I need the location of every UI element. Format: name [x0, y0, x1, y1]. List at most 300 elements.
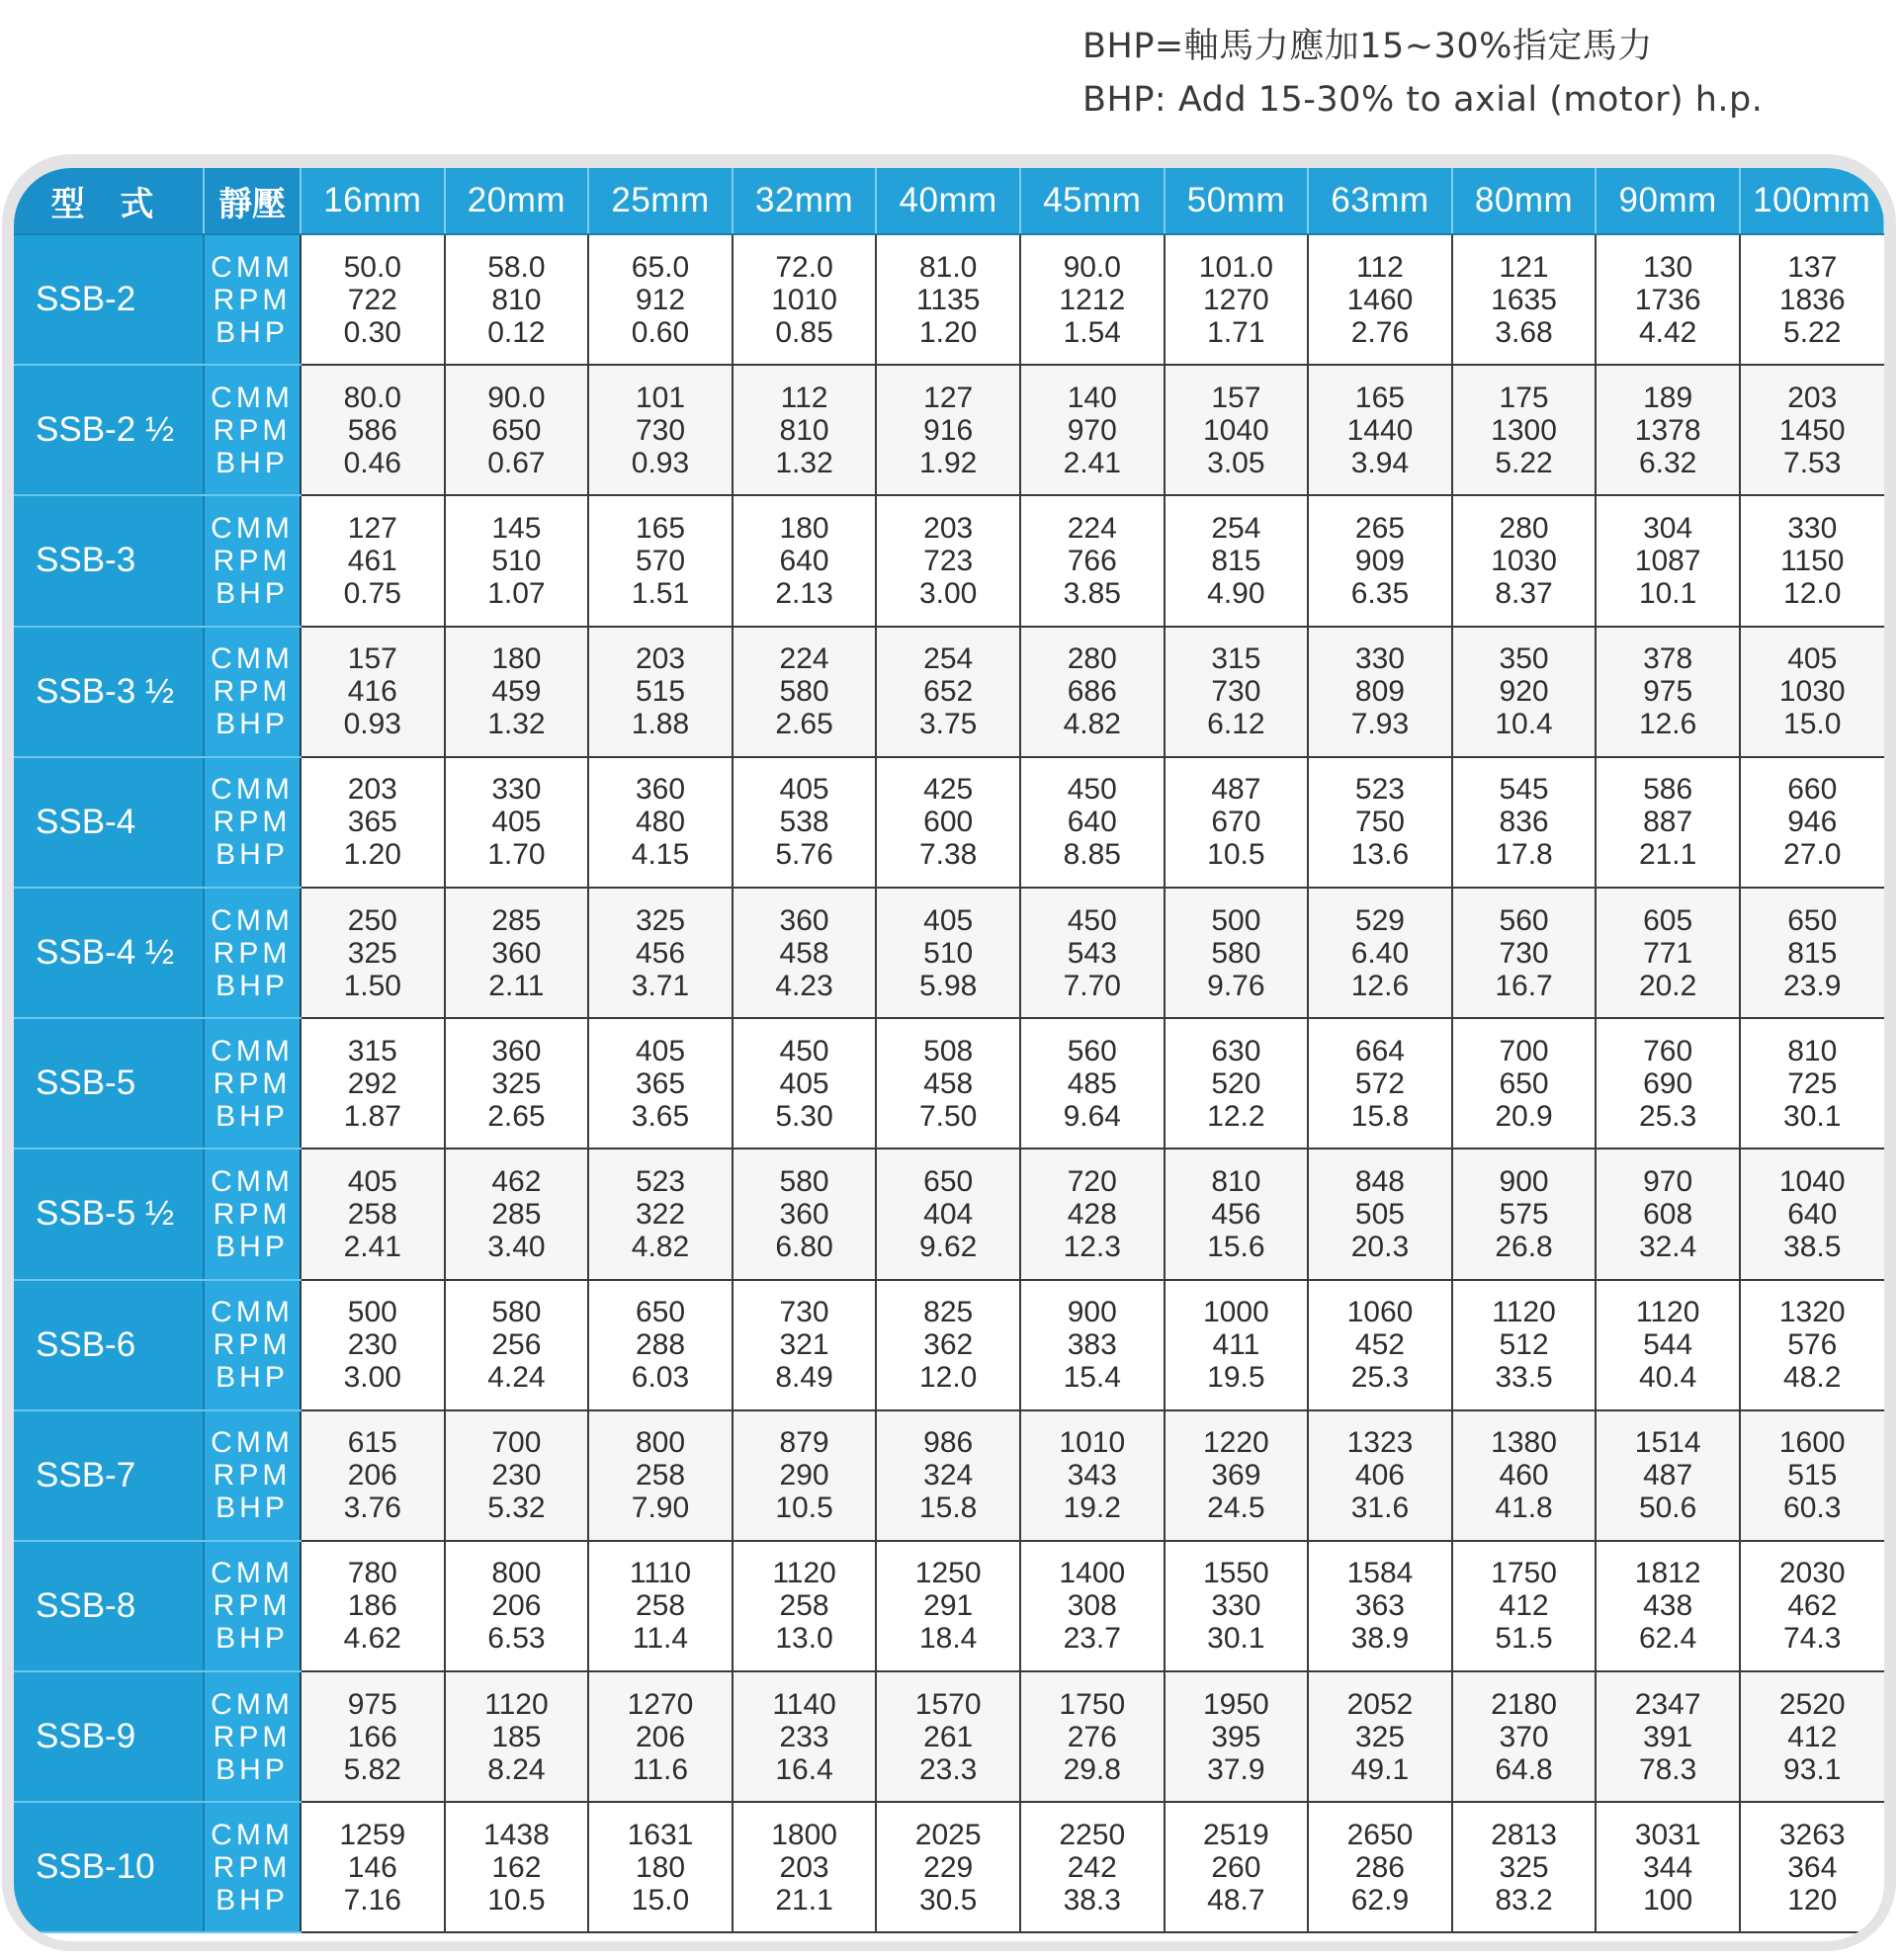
bhp-value: 5.76 — [775, 838, 833, 872]
rpm-value: 180 — [635, 1850, 686, 1884]
rpm-value: 640 — [1787, 1197, 1838, 1231]
rpm-value: 515 — [1787, 1459, 1838, 1492]
value-cell — [301, 365, 445, 495]
cmm-value: 157 — [1211, 381, 1261, 414]
bhp-value: 15.6 — [1207, 1230, 1265, 1263]
cmm-value: 315 — [347, 1034, 397, 1067]
cmm-value: 1750 — [1491, 1557, 1557, 1590]
bhp-value: 15.4 — [1063, 1361, 1121, 1395]
cmm-value: 720 — [1067, 1164, 1117, 1198]
rpm-value: 458 — [923, 1066, 974, 1100]
bhp-value: 7.38 — [918, 838, 978, 872]
param-label-bhp: BHP — [216, 1883, 289, 1917]
header-size-7: 63mm — [1308, 168, 1452, 234]
rpm-value: 946 — [1787, 806, 1838, 839]
bhp-value: 5.98 — [918, 969, 978, 1002]
value-cell — [1165, 1018, 1309, 1149]
rpm-value: 461 — [347, 544, 397, 577]
value-cell — [876, 234, 1020, 365]
rpm-value: 1040 — [1202, 413, 1269, 447]
cmm-value: 165 — [1354, 381, 1405, 414]
bhp-value: 8.37 — [1495, 576, 1553, 610]
param-label-cmm: CMM — [211, 1034, 294, 1067]
rpm-value: 186 — [347, 1589, 397, 1623]
cmm-value: 810 — [1211, 1164, 1261, 1198]
bhp-value: 38.5 — [1783, 1230, 1842, 1263]
param-label-cmm: CMM — [211, 511, 294, 545]
value-cell — [1020, 1018, 1165, 1149]
bhp-value: 5.30 — [775, 1099, 833, 1133]
bhp-value: 7.50 — [918, 1099, 978, 1133]
rpm-value: 185 — [491, 1720, 542, 1753]
cmm-value: 165 — [635, 511, 686, 545]
bhp-value: 0.93 — [343, 708, 401, 741]
rpm-value: 970 — [1067, 413, 1117, 447]
param-label-cmm: CMM — [211, 1687, 294, 1721]
cmm-value: 1270 — [627, 1687, 694, 1721]
cmm-value: 580 — [491, 1296, 542, 1329]
rpm-value: 916 — [923, 413, 974, 447]
header-model: 型 式 — [14, 168, 204, 234]
rpm-value: 1212 — [1059, 283, 1126, 316]
rpm-value: 1450 — [1778, 413, 1846, 447]
value-cell — [1165, 1671, 1309, 1802]
cmm-value: 487 — [1211, 773, 1261, 807]
param-label-rpm: RPM — [213, 1459, 292, 1492]
bhp-value: 1.92 — [918, 446, 978, 479]
rpm-value: 391 — [1643, 1720, 1693, 1753]
bhp-value: 1.88 — [631, 708, 690, 741]
rpm-value: 730 — [1211, 675, 1261, 709]
cmm-value: 405 — [635, 1034, 686, 1067]
value-cell — [1596, 1671, 1740, 1802]
rpm-value: 460 — [1499, 1459, 1549, 1492]
cmm-value: 664 — [1354, 1034, 1405, 1067]
cmm-value: 425 — [923, 773, 974, 807]
rpm-value: 256 — [491, 1328, 542, 1362]
value-cell — [445, 888, 589, 1018]
value-cell — [1020, 757, 1165, 888]
rpm-value: 1836 — [1778, 283, 1846, 316]
bhp-value: 6.03 — [631, 1361, 690, 1395]
value-cell — [588, 757, 733, 888]
cmm-value: 90.0 — [487, 381, 546, 414]
cmm-value: 545 — [1499, 773, 1549, 807]
cmm-value: 970 — [1643, 1164, 1693, 1198]
rpm-value: 912 — [635, 283, 686, 316]
bhp-value: 2.13 — [775, 576, 833, 610]
value-cell — [445, 1671, 589, 1802]
table-row — [14, 627, 1884, 757]
rpm-value: 162 — [491, 1850, 542, 1884]
bhp-value: 4.90 — [1207, 576, 1265, 610]
bhp-value: 1.20 — [343, 838, 401, 872]
value-cell — [301, 627, 445, 757]
value-cell — [1452, 757, 1597, 888]
bhp-value: 78.3 — [1638, 1752, 1697, 1786]
value-cell — [445, 1018, 589, 1149]
cmm-value: 660 — [1787, 773, 1838, 807]
bhp-value: 4.24 — [487, 1361, 546, 1395]
param-labels — [204, 627, 301, 757]
bhp-value: 0.30 — [343, 315, 401, 349]
rpm-value: 815 — [1211, 544, 1261, 577]
value-cell — [301, 1802, 445, 1932]
cmm-value: 140 — [1067, 381, 1117, 414]
param-label-rpm: RPM — [213, 544, 292, 577]
bhp-value: 18.4 — [918, 1622, 978, 1656]
cmm-value: 560 — [1067, 1034, 1117, 1067]
rpm-value: 887 — [1643, 806, 1693, 839]
rpm-value: 285 — [491, 1197, 542, 1231]
rpm-value: 166 — [347, 1720, 397, 1753]
rpm-value: 308 — [1067, 1589, 1117, 1623]
bhp-value: 3.40 — [487, 1230, 546, 1263]
bhp-value: 60.3 — [1783, 1491, 1842, 1525]
bhp-value: 16.4 — [775, 1752, 833, 1786]
cmm-value: 523 — [1354, 773, 1405, 807]
value-cell — [876, 1802, 1020, 1932]
table-row — [14, 1802, 1884, 1932]
bhp-value: 2.41 — [343, 1230, 401, 1263]
value-cell — [1452, 1541, 1597, 1671]
value-cell — [1165, 1280, 1309, 1410]
value-cell — [1020, 1280, 1165, 1410]
bhp-value: 41.8 — [1495, 1491, 1553, 1525]
cmm-value: 1250 — [914, 1557, 982, 1590]
bhp-value: 0.60 — [631, 315, 690, 349]
rpm-value: 258 — [635, 1589, 686, 1623]
value-cell — [733, 1410, 877, 1541]
value-cell — [445, 1280, 589, 1410]
bhp-value: 3.00 — [343, 1361, 401, 1395]
cmm-value: 1631 — [627, 1818, 694, 1851]
rpm-value: 725 — [1787, 1066, 1838, 1100]
value-cell — [1165, 365, 1309, 495]
bhp-value: 15.8 — [918, 1491, 978, 1525]
cmm-value: 1060 — [1346, 1296, 1414, 1329]
performance-table — [14, 168, 1884, 1933]
value-cell — [1596, 1802, 1740, 1932]
param-labels — [204, 1018, 301, 1149]
bhp-value: 20.3 — [1350, 1230, 1410, 1263]
rpm-value: 462 — [1787, 1589, 1838, 1623]
value-cell — [733, 234, 877, 365]
rpm-value: 670 — [1211, 806, 1261, 839]
cmm-value: 1380 — [1491, 1426, 1557, 1460]
param-label-cmm: CMM — [211, 250, 294, 284]
table-row — [14, 1018, 1884, 1149]
cmm-value: 378 — [1643, 642, 1693, 676]
rpm-value: 292 — [347, 1066, 397, 1100]
header-size-1: 20mm — [445, 168, 589, 234]
value-cell — [1596, 1410, 1740, 1541]
cmm-value: 1110 — [629, 1557, 692, 1590]
bhp-value: 1.20 — [918, 315, 978, 349]
bhp-value: 9.64 — [1063, 1099, 1121, 1133]
value-cell — [1308, 1541, 1452, 1671]
bhp-value: 12.2 — [1207, 1099, 1265, 1133]
rpm-value: 325 — [347, 936, 397, 970]
rpm-value: 412 — [1787, 1720, 1838, 1753]
rpm-value: 1270 — [1202, 283, 1269, 316]
value-cell — [1165, 627, 1309, 757]
bhp-value: 4.62 — [343, 1622, 401, 1656]
value-cell — [588, 1149, 733, 1279]
value-cell — [1308, 365, 1452, 495]
param-label-bhp: BHP — [216, 1491, 289, 1525]
rpm-value: 722 — [347, 283, 397, 316]
value-cell — [876, 1018, 1020, 1149]
cmm-value: 203 — [347, 773, 397, 807]
rpm-value: 325 — [491, 1066, 542, 1100]
model-name: SSB-8 — [14, 1541, 204, 1671]
cmm-value: 1010 — [1059, 1426, 1126, 1460]
value-cell — [733, 1280, 877, 1410]
rpm-value: 146 — [347, 1850, 397, 1884]
param-label-cmm: CMM — [211, 1296, 294, 1329]
cmm-value: 450 — [1067, 903, 1117, 937]
param-labels — [204, 1410, 301, 1541]
value-cell — [301, 757, 445, 888]
value-cell — [1020, 1149, 1165, 1279]
rpm-value: 538 — [779, 806, 829, 839]
bhp-value: 100 — [1643, 1883, 1693, 1917]
bhp-value: 20.9 — [1495, 1099, 1553, 1133]
cmm-value: 265 — [1354, 511, 1405, 545]
bhp-value: 1.87 — [343, 1099, 401, 1133]
cmm-value: 121 — [1499, 250, 1549, 284]
cmm-value: 101.0 — [1198, 250, 1273, 284]
param-label-rpm: RPM — [213, 283, 292, 316]
value-cell — [733, 627, 877, 757]
rpm-value: 1635 — [1491, 283, 1557, 316]
bhp-value: 8.24 — [487, 1752, 546, 1786]
cmm-value: 254 — [1211, 511, 1261, 545]
value-cell — [301, 1671, 445, 1802]
rpm-value: 364 — [1787, 1850, 1838, 1884]
value-cell — [1165, 1410, 1309, 1541]
value-cell — [588, 1280, 733, 1410]
param-label-cmm: CMM — [211, 773, 294, 807]
value-cell — [1740, 234, 1884, 365]
value-cell — [588, 1410, 733, 1541]
bhp-value: 0.12 — [487, 315, 546, 349]
bhp-value: 1.50 — [343, 969, 401, 1002]
table-row — [14, 365, 1884, 495]
cmm-value: 650 — [635, 1296, 686, 1329]
model-name: SSB-2 ½ — [14, 365, 204, 495]
bhp-value: 4.82 — [1063, 708, 1121, 741]
bhp-value: 25.3 — [1638, 1099, 1697, 1133]
value-cell — [588, 1541, 733, 1671]
rpm-value: 600 — [923, 806, 974, 839]
bhp-value: 26.8 — [1495, 1230, 1553, 1263]
cmm-value: 523 — [635, 1164, 686, 1198]
bhp-value: 12.0 — [1783, 576, 1842, 610]
cmm-value: 760 — [1643, 1034, 1693, 1067]
table-row — [14, 1410, 1884, 1541]
bhp-value: 10.5 — [775, 1491, 833, 1525]
bhp-value: 5.32 — [487, 1491, 546, 1525]
rpm-value: 975 — [1643, 675, 1693, 709]
rpm-value: 370 — [1499, 1720, 1549, 1753]
rpm-value: 650 — [1499, 1066, 1549, 1100]
value-cell — [1740, 1802, 1884, 1932]
value-cell — [301, 234, 445, 365]
value-cell — [1452, 1280, 1597, 1410]
param-label-rpm: RPM — [213, 936, 292, 970]
rpm-value: 343 — [1067, 1459, 1117, 1492]
bhp-value: 3.05 — [1207, 446, 1265, 479]
value-cell — [1165, 1149, 1309, 1279]
header-size-3: 32mm — [733, 168, 877, 234]
rpm-value: 652 — [923, 675, 974, 709]
bhp-value: 62.9 — [1350, 1883, 1410, 1917]
param-label-rpm: RPM — [213, 413, 292, 447]
param-label-cmm: CMM — [211, 1426, 294, 1460]
bhp-value: 7.90 — [631, 1491, 690, 1525]
bhp-value: 20.2 — [1638, 969, 1697, 1002]
cmm-value: 462 — [491, 1164, 542, 1198]
rpm-value: 383 — [1067, 1328, 1117, 1362]
bhp-value: 6.80 — [775, 1230, 833, 1263]
bhp-value: 4.15 — [631, 838, 690, 872]
value-cell — [588, 1018, 733, 1149]
rpm-value: 233 — [779, 1720, 829, 1753]
value-cell — [1020, 888, 1165, 1018]
param-labels — [204, 365, 301, 495]
header-size-0: 16mm — [301, 168, 445, 234]
rpm-value: 580 — [779, 675, 829, 709]
value-cell — [733, 365, 877, 495]
rpm-value: 544 — [1643, 1328, 1693, 1362]
rpm-value: 229 — [923, 1850, 974, 1884]
cmm-value: 780 — [347, 1557, 397, 1590]
param-label-cmm: CMM — [211, 1164, 294, 1198]
bhp-value: 64.8 — [1495, 1752, 1553, 1786]
rpm-value: 766 — [1067, 544, 1117, 577]
value-cell — [1308, 1410, 1452, 1541]
bhp-value: 7.53 — [1783, 446, 1842, 479]
cmm-value: 2347 — [1634, 1687, 1701, 1721]
rpm-value: 809 — [1354, 675, 1405, 709]
param-label-bhp: BHP — [216, 1099, 289, 1133]
param-label-cmm: CMM — [211, 1557, 294, 1590]
rpm-value: 288 — [635, 1328, 686, 1362]
rpm-value: 261 — [923, 1720, 974, 1753]
rpm-value: 459 — [491, 675, 542, 709]
header-size-8: 80mm — [1452, 168, 1597, 234]
bhp-value: 30.5 — [918, 1883, 978, 1917]
cmm-value: 508 — [923, 1034, 974, 1067]
rpm-value: 608 — [1643, 1197, 1693, 1231]
value-cell — [588, 495, 733, 626]
bhp-value: 3.68 — [1495, 315, 1553, 349]
bhp-value: 12.0 — [918, 1361, 978, 1395]
bhp-value: 74.3 — [1783, 1622, 1842, 1656]
cmm-value: 2520 — [1778, 1687, 1846, 1721]
rpm-value: 815 — [1787, 936, 1838, 970]
model-name: SSB-2 — [14, 234, 204, 365]
cmm-value: 650 — [1787, 903, 1838, 937]
cmm-value: 360 — [491, 1034, 542, 1067]
bhp-value: 15.0 — [631, 1883, 690, 1917]
value-cell — [1308, 1149, 1452, 1279]
bhp-value: 2.65 — [775, 708, 833, 741]
bhp-value: 83.2 — [1495, 1883, 1553, 1917]
table-row — [14, 888, 1884, 1018]
bhp-value: 30.1 — [1207, 1622, 1265, 1656]
bhp-value: 1.07 — [487, 576, 546, 610]
cmm-value: 175 — [1499, 381, 1549, 414]
bhp-value: 5.22 — [1783, 315, 1842, 349]
rpm-value: 325 — [1354, 1720, 1405, 1753]
cmm-value: 203 — [635, 642, 686, 676]
value-cell — [1308, 1671, 1452, 1802]
value-cell — [301, 1410, 445, 1541]
model-name: SSB-5 ½ — [14, 1149, 204, 1279]
cmm-value: 825 — [923, 1296, 974, 1329]
cmm-value: 203 — [923, 511, 974, 545]
rpm-value: 404 — [923, 1197, 974, 1231]
cmm-value: 1812 — [1634, 1557, 1701, 1590]
param-label-rpm: RPM — [213, 1850, 292, 1884]
bhp-value: 31.6 — [1350, 1491, 1410, 1525]
bhp-value: 23.7 — [1063, 1622, 1121, 1656]
cmm-value: 145 — [491, 511, 542, 545]
bhp-value: 11.6 — [632, 1752, 689, 1786]
bhp-value: 17.8 — [1495, 838, 1553, 872]
rpm-value: 750 — [1354, 806, 1405, 839]
value-cell — [1020, 1541, 1165, 1671]
value-cell — [876, 1280, 1020, 1410]
cmm-value: 101 — [635, 381, 686, 414]
model-name: SSB-4 — [14, 757, 204, 888]
bhp-value: 0.75 — [343, 576, 401, 610]
value-cell — [1596, 234, 1740, 365]
value-cell — [876, 1541, 1020, 1671]
bhp-value: 3.71 — [631, 969, 690, 1002]
param-label-bhp: BHP — [216, 446, 289, 479]
value-cell — [733, 1149, 877, 1279]
value-cell — [588, 627, 733, 757]
cmm-value: 180 — [779, 511, 829, 545]
bhp-value: 48.2 — [1783, 1361, 1842, 1395]
rpm-value: 505 — [1354, 1197, 1405, 1231]
param-label-bhp: BHP — [216, 1752, 289, 1786]
cmm-value: 280 — [1499, 511, 1549, 545]
value-cell — [1452, 1149, 1597, 1279]
rpm-value: 690 — [1643, 1066, 1693, 1100]
cmm-value: 130 — [1643, 250, 1693, 284]
cmm-value: 285 — [491, 903, 542, 937]
rpm-value: 730 — [1499, 936, 1549, 970]
model-name: SSB-10 — [14, 1802, 204, 1932]
rpm-value: 258 — [635, 1459, 686, 1492]
value-cell — [1596, 757, 1740, 888]
value-cell — [1596, 888, 1740, 1018]
cmm-value: 1120 — [772, 1557, 836, 1590]
bhp-value: 12.6 — [1350, 969, 1410, 1002]
value-cell — [1308, 757, 1452, 888]
bhp-value: 23.3 — [918, 1752, 978, 1786]
bhp-value: 19.5 — [1207, 1361, 1265, 1395]
value-cell — [1308, 234, 1452, 365]
cmm-value: 224 — [779, 642, 829, 676]
bhp-value: 1.70 — [487, 838, 546, 872]
bhp-value: 10.5 — [1207, 838, 1265, 872]
